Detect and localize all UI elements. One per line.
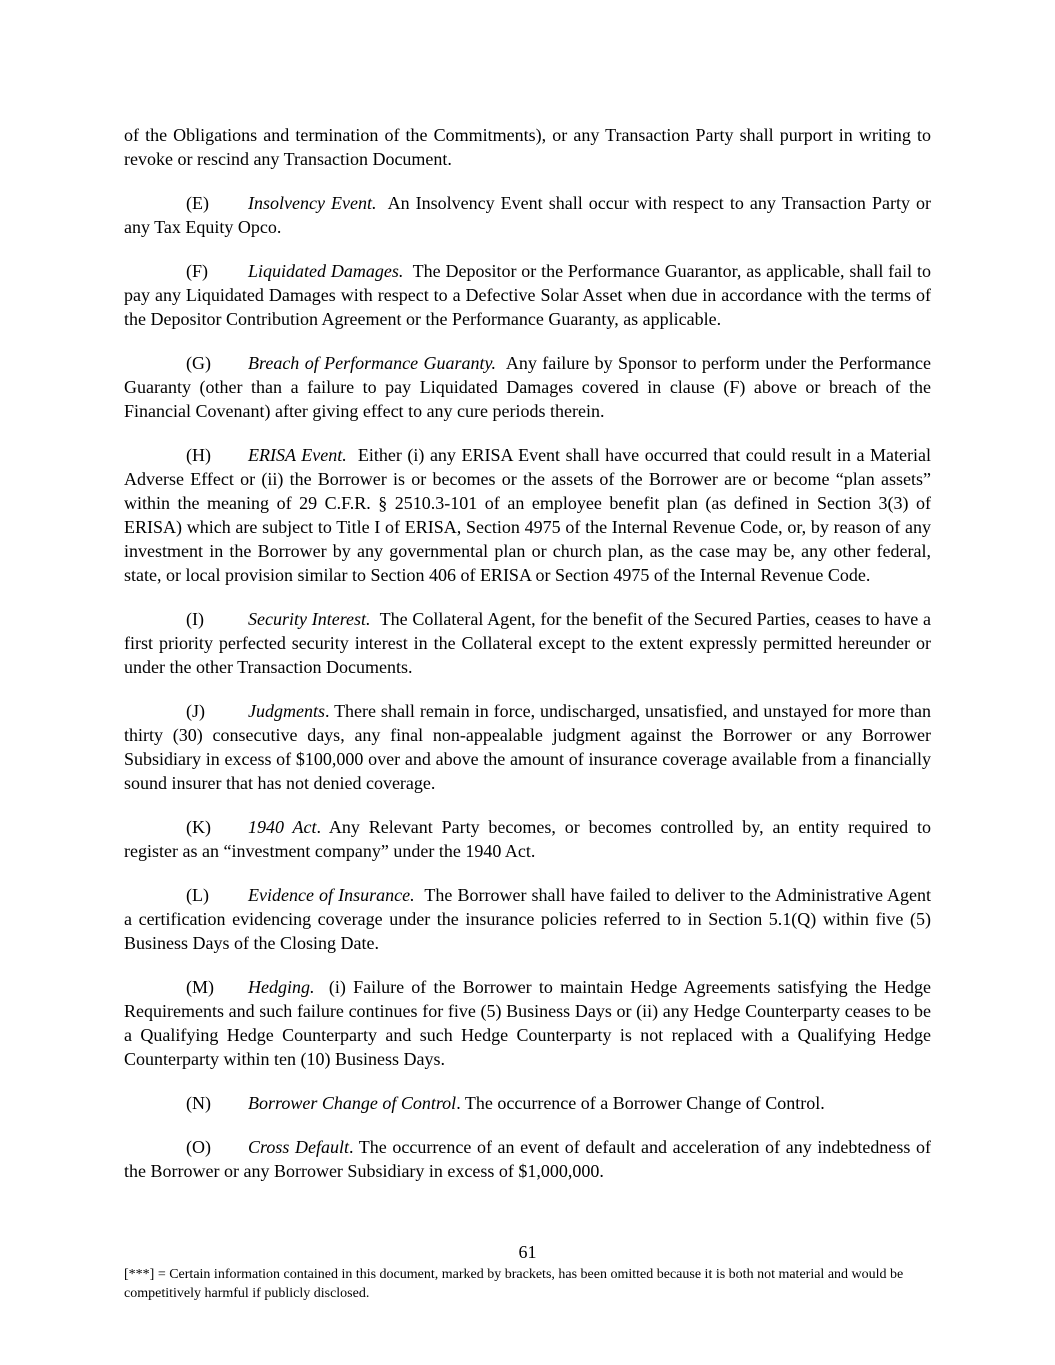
clause-text: The Collateral Agent, for the benefit of the Secured Parties, ceases to have a first priority perfected security interest in the Collateral except to the extent expressly permitted hereunder or under the other Transaction Documents. bbox=[124, 609, 931, 677]
clause-text: Either (i) any ERISA Event shall have occurred that could result in a Material Adverse Effect or (ii) the Borrower is or becomes or the assets of the Borrower are or become “plan assets” within the meaning of 29 C.F.R. § 2510.3-101 of an employee benefit plan (as defined in Section 3(3) of ERISA) which are subject to Title I of ERISA, Section 4975 of the Internal Revenue Code, or, by reason of any investment in the Borrower by any governmental plan or church plan, as the case may be, any other federal, state, or local provision similar to Section 406 of ERISA or Section 4975 of the Internal Revenue Code. bbox=[124, 445, 931, 585]
clause-heading: Security Interest. bbox=[248, 609, 371, 629]
clause-heading: 1940 Act bbox=[248, 817, 317, 837]
clause-label: (I) bbox=[186, 609, 204, 629]
clause-k bbox=[124, 815, 931, 863]
document-page bbox=[124, 123, 931, 1203]
clause-heading: Borrower Change of Control bbox=[248, 1093, 457, 1113]
clause-heading: Breach of Performance Guaranty. bbox=[248, 353, 497, 373]
clause-text: . Any Relevant Party becomes, or becomes controlled by, an entity required to register as an “investment company” under the 1940 Act. bbox=[124, 817, 931, 861]
clause-o bbox=[124, 1135, 931, 1183]
clause-i bbox=[124, 607, 931, 679]
clause-label: (O) bbox=[186, 1137, 211, 1157]
page-number: 61 bbox=[518, 1242, 537, 1262]
clause-heading: Insolvency Event. bbox=[248, 193, 377, 213]
clause-text: An Insolvency Event shall occur with respect to any Transaction Party or any Tax Equity Opco. bbox=[124, 193, 931, 237]
clause-label: (E) bbox=[186, 193, 209, 213]
clause-text: (i) Failure of the Borrower to maintain Hedge Agreements satisfying the Hedge Requirements and such failure continues for five (5) Business Days or (ii) any Hedge Counterparty ceases to be a Qualifying Hedge Counterparty and such Hedge Counterparty is not replaced with a Qualifying Hedge Counterparty within ten (10) Business Days. bbox=[124, 977, 932, 1069]
clause-heading: Liquidated Damages. bbox=[248, 261, 404, 281]
clause-f bbox=[124, 259, 931, 331]
clause-label: (G) bbox=[186, 353, 211, 373]
clause-label: (M) bbox=[186, 977, 214, 997]
clause-e bbox=[124, 191, 931, 239]
clause-text: . The occurrence of an event of default and acceleration of any indebtedness of the Borrower or any Borrower Subsidiary in excess of $1,000,000. bbox=[124, 1137, 931, 1181]
clause-m bbox=[124, 975, 931, 1071]
clause-text: . The occurrence of a Borrower Change of Control. bbox=[456, 1093, 825, 1113]
clause-heading: Cross Default bbox=[248, 1137, 349, 1157]
clause-text: Any failure by Sponsor to perform under the Performance Guaranty (other than a failure to pay Liquidated Damages covered in clause (F) above or breach of the Financial Covenant) after giving effect to any cure periods therein. bbox=[124, 353, 931, 421]
clause-text: The Depositor or the Performance Guarantor, as applicable, shall fail to pay any Liquidated Damages with respect to a Defective Solar Asset when due in accordance with the terms of the Depositor Contribution Agreement or the Performance Guaranty, as applicable. bbox=[124, 261, 931, 329]
clause-j bbox=[124, 699, 931, 795]
clause-heading: Judgments bbox=[248, 701, 325, 721]
clause-heading: Hedging. bbox=[248, 977, 315, 997]
clause-label: (K) bbox=[186, 817, 211, 837]
clause-label: (F) bbox=[186, 261, 208, 281]
clause-label: (H) bbox=[186, 445, 211, 465]
clause-n bbox=[124, 1091, 931, 1115]
clause-l bbox=[124, 883, 931, 955]
clause-h bbox=[124, 443, 931, 587]
clause-g bbox=[124, 351, 931, 423]
clause-heading: Evidence of Insurance. bbox=[248, 885, 415, 905]
footnote: [***] = Certain information contained in this document, marked by brackets, has been omitted because it is both not material and would be competitively harmful if publicly disclosed. bbox=[124, 1267, 904, 1301]
clause-label: (J) bbox=[186, 701, 205, 721]
clause-label: (L) bbox=[186, 885, 209, 905]
clause-text: The Borrower shall have failed to deliver to the Administrative Agent a certification evidencing coverage under the insurance policies referred to in Section 5.1(Q) within five (5) Business Days of the Closing Date. bbox=[124, 885, 931, 953]
clause-text: . There shall remain in force, undischarged, unsatisfied, and unstayed for more than thirty (30) consecutive days, any final non-appealable judgment against the Borrower or any Borrower Subsidiary in excess of $100,000 over and above the amount of insurance coverage available from a financially sound insurer that has not denied coverage. bbox=[124, 701, 931, 793]
clause-label: (N) bbox=[186, 1093, 211, 1113]
intro-paragraph: of the Obligations and termination of the Commitments), or any Transaction Party shall purport in writing to revoke or rescind any Transaction Document. bbox=[124, 125, 931, 169]
clause-heading: ERISA Event. bbox=[248, 445, 347, 465]
